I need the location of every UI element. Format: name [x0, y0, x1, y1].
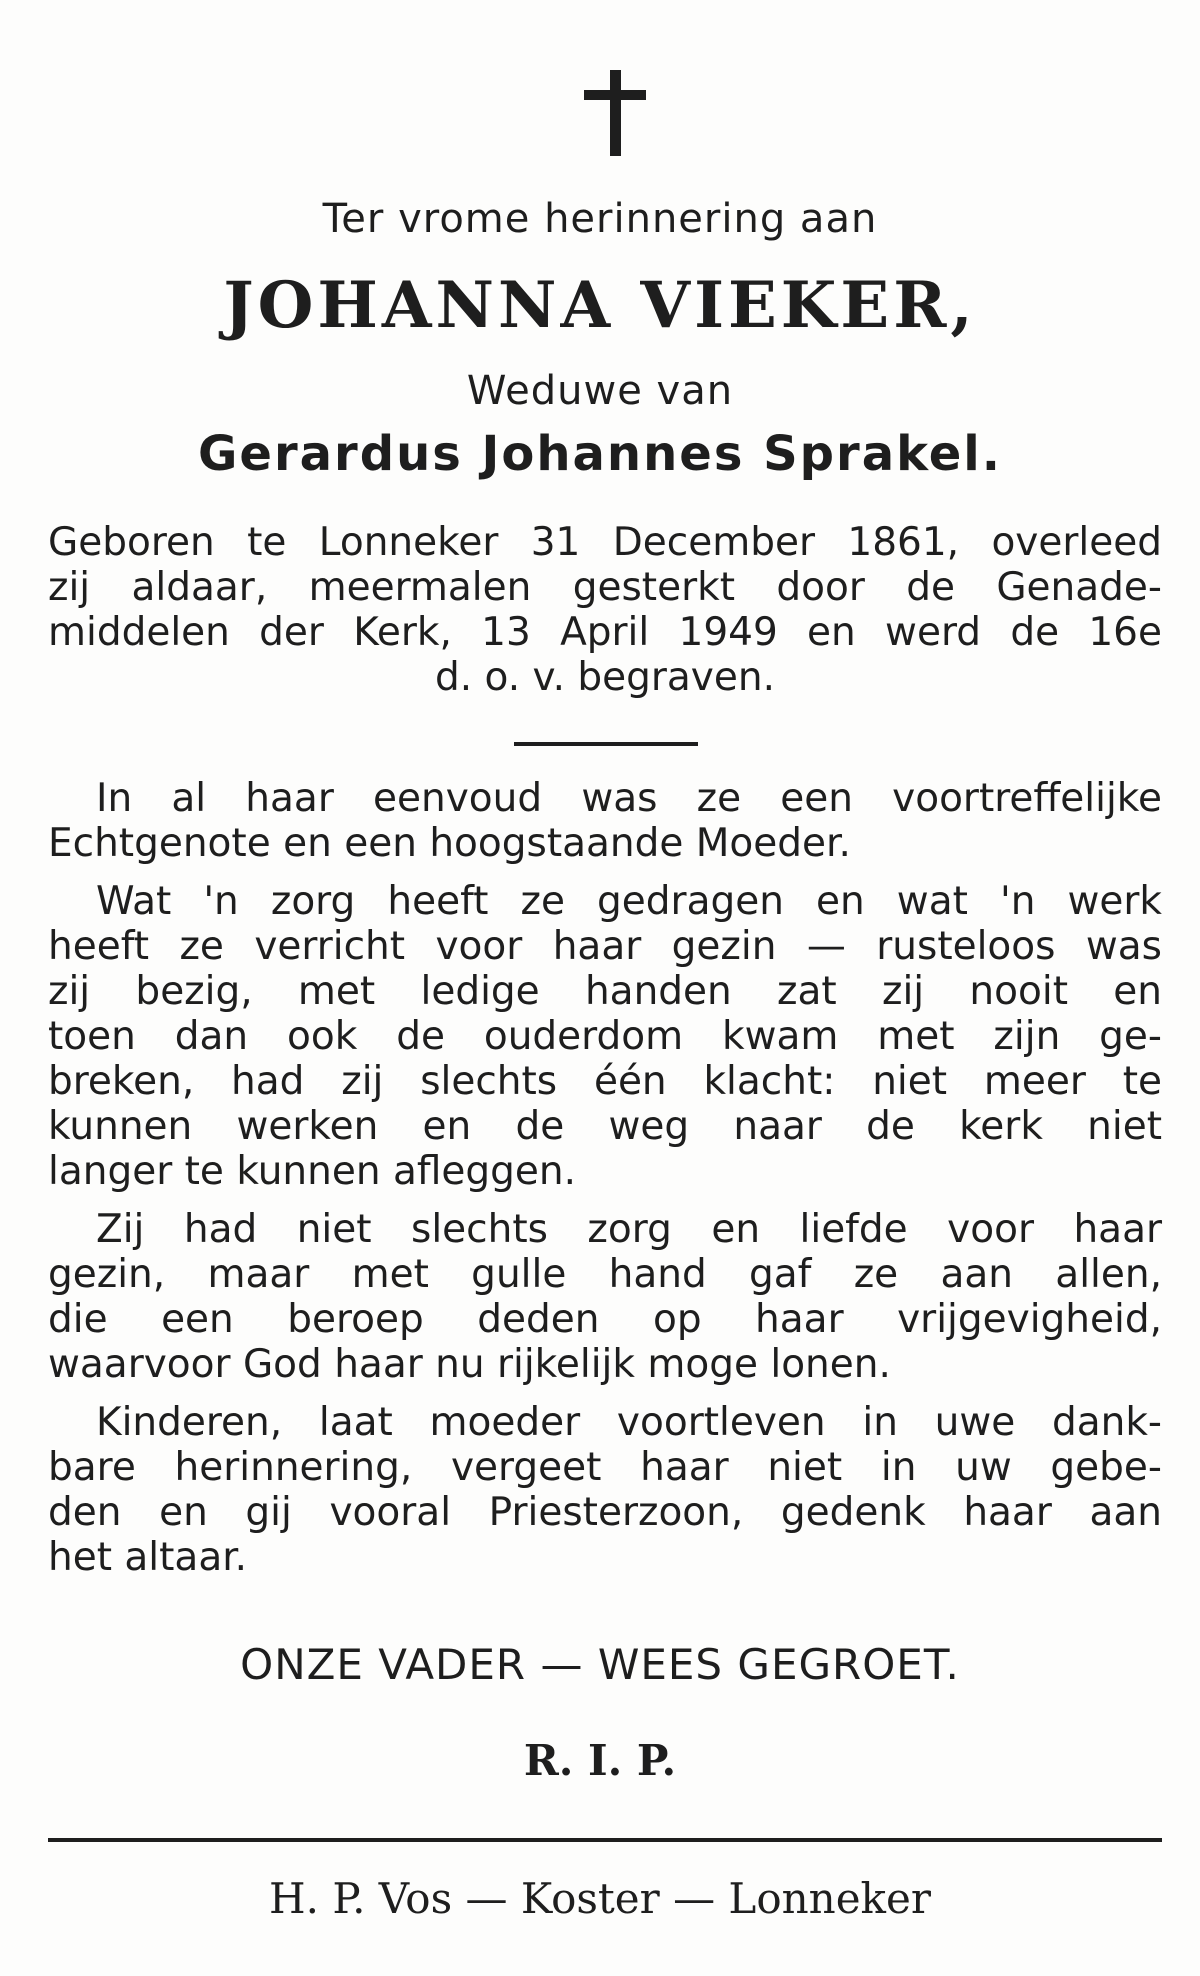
- birth-line: zij aldaar, meermalen gesterkt door de Genade-: [48, 565, 1162, 610]
- tribute-text: [48, 776, 1162, 1593]
- text-line: toen dan ook de ouderdom kwam met zijn ge-: [48, 1014, 1162, 1059]
- widow-of-line: Weduwe van: [466, 368, 734, 414]
- prayer-line: ONZE VADER — WEES GEGROET.: [240, 1640, 960, 1689]
- text-line: gezin, maar met gulle hand gaf ze aan allen,: [48, 1252, 1162, 1297]
- deceased-name: JOHANNA VIEKER,: [223, 268, 977, 343]
- tribute-paragraph-1: [48, 776, 1162, 866]
- text-line: Kinderen, laat moeder voortleven in uwe dank-: [96, 1400, 1162, 1445]
- text-line: den en gij vooral Priesterzoon, gedenk haar aan: [48, 1490, 1162, 1535]
- intro-line: Ter vrome herinnering aan: [322, 196, 878, 242]
- text-line: zij bezig, met ledige handen zat zij nooit en: [48, 969, 1162, 1014]
- cross-icon: [584, 70, 646, 156]
- short-divider: [514, 742, 698, 746]
- birth-death-paragraph: [48, 520, 1162, 700]
- printer-credit: H. P. Vos — Koster — Lonneker: [269, 1874, 931, 1923]
- text-line: waarvoor God haar nu rijkelijk moge lonen.: [48, 1342, 891, 1387]
- text-line: bare herinnering, vergeet haar niet in uw gebe-: [48, 1445, 1162, 1490]
- text-line: In al haar eenvoud was ze een voortreffelijke: [96, 776, 1162, 821]
- text-line: die een beroep deden op haar vrijgevigheid,: [48, 1297, 1162, 1342]
- tribute-paragraph-4: [48, 1400, 1162, 1580]
- birth-line-final: d. o. v. begraven.: [435, 655, 775, 700]
- text-line: Zij had niet slechts zorg en liefde voor haar: [96, 1207, 1162, 1252]
- rip-line: R. I. P.: [523, 1736, 677, 1785]
- text-line: heeft ze verricht voor haar gezin — rusteloos was: [48, 924, 1162, 969]
- text-line: Echtgenote en een hoogstaande Moeder.: [48, 821, 851, 866]
- tribute-paragraph-3: [48, 1207, 1162, 1387]
- text-line: kunnen werken en de weg naar de kerk niet: [48, 1104, 1162, 1149]
- text-line: het altaar.: [48, 1535, 248, 1580]
- birth-line: Geboren te Lonneker 31 December 1861, overleed: [48, 520, 1162, 565]
- bottom-divider: [48, 1838, 1162, 1842]
- tribute-paragraph-2: [48, 879, 1162, 1194]
- text-line: breken, had zij slechts één klacht: niet meer te: [48, 1059, 1162, 1104]
- birth-line: middelen der Kerk, 13 April 1949 en werd de 16e: [48, 610, 1162, 655]
- text-line: langer te kunnen afleggen.: [48, 1149, 577, 1194]
- text-line: Wat 'n zorg heeft ze gedragen en wat 'n werk: [96, 879, 1162, 924]
- husband-name: Gerardus Johannes Sprakel.: [198, 426, 1002, 482]
